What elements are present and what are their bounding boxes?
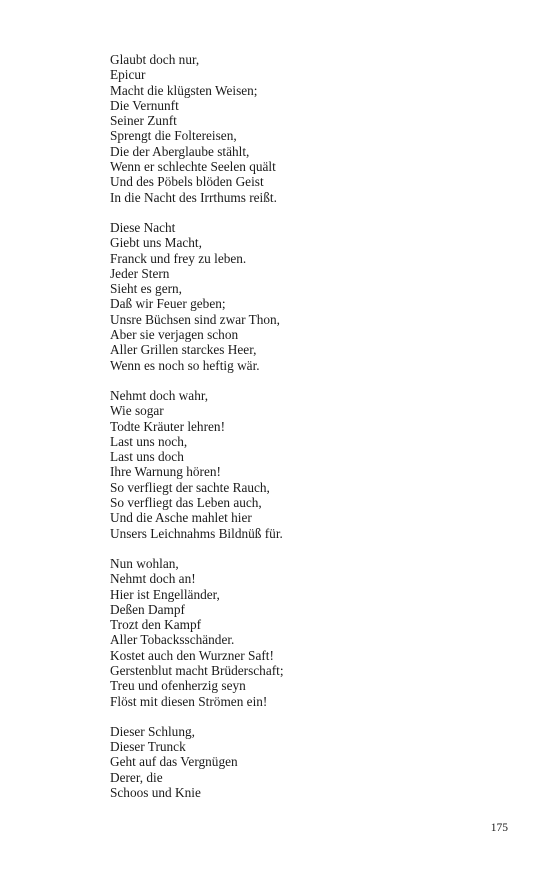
poem-line: Flöst mit diesen Strömen ein! (110, 693, 268, 709)
poem-line: In die Nacht des Irrthums reißt. (110, 189, 277, 205)
poem-line: Nehmt doch an! (110, 571, 196, 587)
poem-line: Ihre Warnung hören! (110, 464, 221, 480)
stanza-3 (110, 388, 510, 541)
poem-line: So verfliegt das Leben auch, (110, 495, 262, 511)
poem-line: Aller Tobacksschänder. (110, 632, 235, 648)
poem-line: Macht die klügsten Weisen; (110, 82, 258, 98)
poem-line: Gerstenblut macht Brüderschaft; (110, 662, 284, 678)
stanza-5 (110, 724, 510, 800)
poem-line: Wenn er schlechte Seelen quält (110, 159, 276, 175)
poem-line: Trozt den Kampf (110, 617, 202, 633)
poem-line: Die der Aberglaube stählt, (110, 143, 250, 159)
poem-line: Wie sogar (110, 403, 164, 419)
poem-line: Nun wohlan, (110, 555, 179, 571)
page-number: 175 (490, 822, 508, 834)
poem-line: Schoos und Knie (110, 785, 201, 801)
poem-line: Geht auf das Vergnügen (110, 754, 238, 770)
poem-line: Seiner Zunft (110, 113, 177, 129)
stanza-1 (110, 52, 510, 205)
poem-line: Derer, die (110, 769, 163, 785)
poem-line: Giebt uns Macht, (110, 235, 202, 251)
poem-line: Dieser Schlung, (110, 723, 195, 739)
poem-line: Die Vernunft (110, 97, 179, 113)
poem-line: Kostet auch den Wurzner Saft! (110, 647, 274, 663)
stanza-4 (110, 556, 510, 709)
stanza-2 (110, 220, 510, 373)
poem-line: Sieht es gern, (110, 281, 183, 297)
poem-line: Deßen Dampf (110, 601, 185, 617)
poem-line: Aller Grillen starckes Heer, (110, 342, 257, 358)
poem-line: Jeder Stern (110, 265, 170, 281)
poem-line: So verfliegt der sachte Rauch, (110, 479, 270, 495)
poem-line: Sprengt die Foltereisen, (110, 128, 237, 144)
poem-line: Todte Kräuter lehren! (110, 418, 225, 434)
poem-line: Wenn es noch so heftig wär. (110, 357, 260, 373)
poem-line: Diese Nacht (110, 219, 176, 235)
poem-line: Dieser Trunck (110, 739, 186, 755)
poem-line: Last uns doch (110, 449, 184, 465)
poem-line: Franck und frey zu leben. (110, 250, 247, 266)
poem-line: Hier ist Engelländer, (110, 586, 220, 602)
poem-line: Und des Pöbels blöden Geist (110, 174, 264, 190)
poem-line: Aber sie verjagen schon (110, 327, 239, 343)
poem-line: Unsre Büchsen sind zwar Thon, (110, 311, 280, 327)
poem-line: Last uns noch, (110, 433, 188, 449)
poem-line: Epicur (110, 67, 146, 83)
poem-line: Glaubt doch nur, (110, 52, 200, 67)
poem-line: Und die Asche mahlet hier (110, 510, 252, 526)
poem-body (110, 52, 510, 815)
poem-line: Treu und ofenherzig seyn (110, 678, 246, 694)
poem-line: Unsers Leichnahms Bildnüß für. (110, 525, 283, 541)
poem-line: Daß wir Feuer geben; (110, 296, 226, 312)
poem-line: Nehmt doch wahr, (110, 387, 209, 403)
